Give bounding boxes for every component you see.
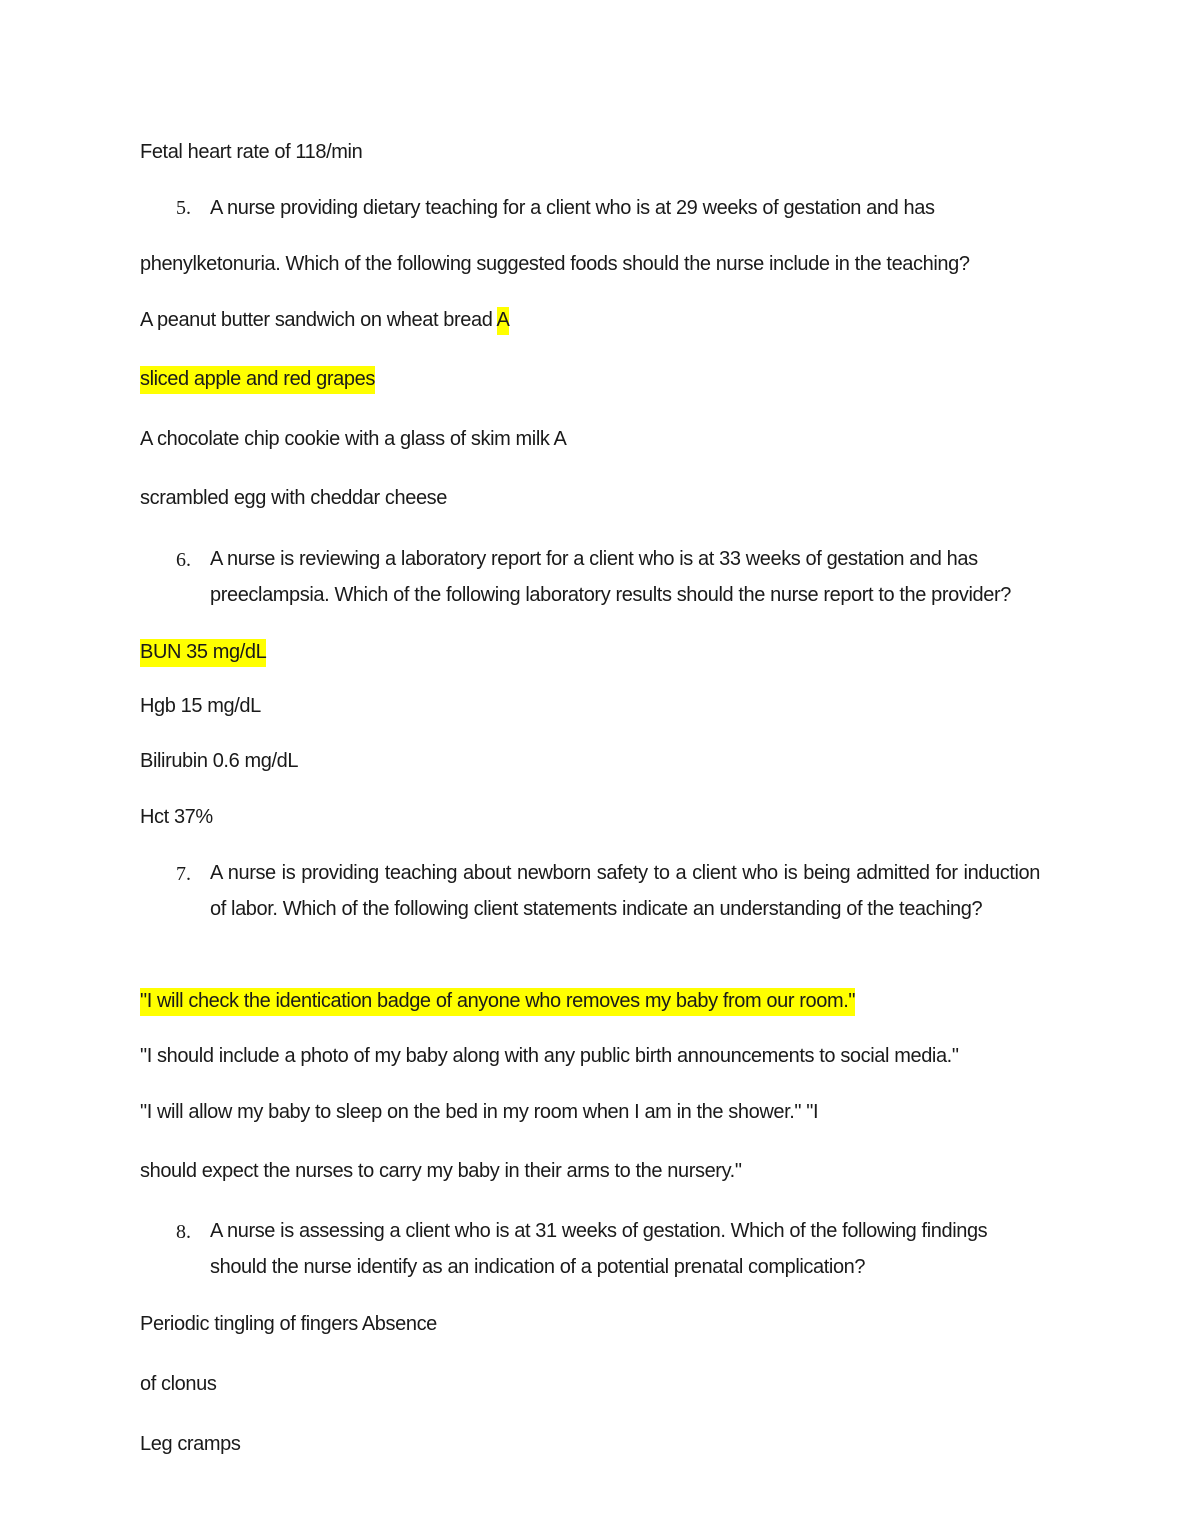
question-8-option-tingling: Periodic tingling of fingers Absence xyxy=(140,1313,437,1335)
question-5-option-peanut-butter xyxy=(140,308,509,332)
question-5-option-scrambled-egg: scrambled egg with cheddar cheese xyxy=(140,487,447,509)
question-6-text: A nurse is reviewing a laboratory report for a client who is at 33 weeks of gestation and has preeclampsia. Which of the following laboratory results should the nurse report to the provider? xyxy=(210,548,1011,606)
question-7-number: 7. xyxy=(176,863,191,885)
question-6-option-bilirubin: Bilirubin 0.6 mg/dL xyxy=(140,750,299,772)
question-7-option-badge xyxy=(140,989,855,1013)
question-8-number: 8. xyxy=(176,1221,191,1243)
question-6-number: 6. xyxy=(176,549,191,571)
question-6-option-bun xyxy=(140,640,266,664)
highlighted-answer-marker: A xyxy=(497,307,510,335)
question-7-option-sleep-bed: "I will allow my baby to sleep on the bed in my room when I am in the shower." "I xyxy=(140,1101,819,1123)
question-5-option-cookie-milk: A chocolate chip cookie with a glass of skim milk A xyxy=(140,428,567,450)
fetal-heart-rate-line: Fetal heart rate of 118/min xyxy=(140,141,363,163)
question-8-option-leg-cramps: Leg cramps xyxy=(140,1433,241,1455)
highlighted-answer: "I will check the identication badge of anyone who removes my baby from our room." xyxy=(140,988,855,1016)
question-5-number: 5. xyxy=(176,197,191,219)
question-7-option-carry-baby: should expect the nurses to carry my baby in their arms to the nursery." xyxy=(140,1160,742,1182)
question-7-text: A nurse is providing teaching about newborn safety to a client who is being admitted for induction of labor. Which of the following client statements indicate an understanding of the teaching? xyxy=(210,862,1040,920)
question-5-text-continued: phenylketonuria. Which of the following suggested foods should the nurse include in the teaching? xyxy=(140,253,970,275)
question-6-option-hct: Hct 37% xyxy=(140,806,213,828)
question-8-text: A nurse is assessing a client who is at 31 weeks of gestation. Which of the following findings should the nurse identify as an indication of a potential prenatal complication? xyxy=(210,1220,988,1278)
question-8-option-clonus: of clonus xyxy=(140,1373,217,1395)
question-7-option-photo: "I should include a photo of my baby along with any public birth announcements to social media." xyxy=(140,1045,959,1067)
highlighted-answer: sliced apple and red grapes xyxy=(140,366,375,394)
option-text: A peanut butter sandwich on wheat bread xyxy=(140,309,497,331)
highlighted-answer: BUN 35 mg/dL xyxy=(140,639,266,667)
question-5-option-apple-grapes xyxy=(140,367,375,391)
question-6-option-hgb: Hgb 15 mg/dL xyxy=(140,695,261,717)
question-5-text: A nurse providing dietary teaching for a client who is at 29 weeks of gestation and has xyxy=(210,197,935,219)
